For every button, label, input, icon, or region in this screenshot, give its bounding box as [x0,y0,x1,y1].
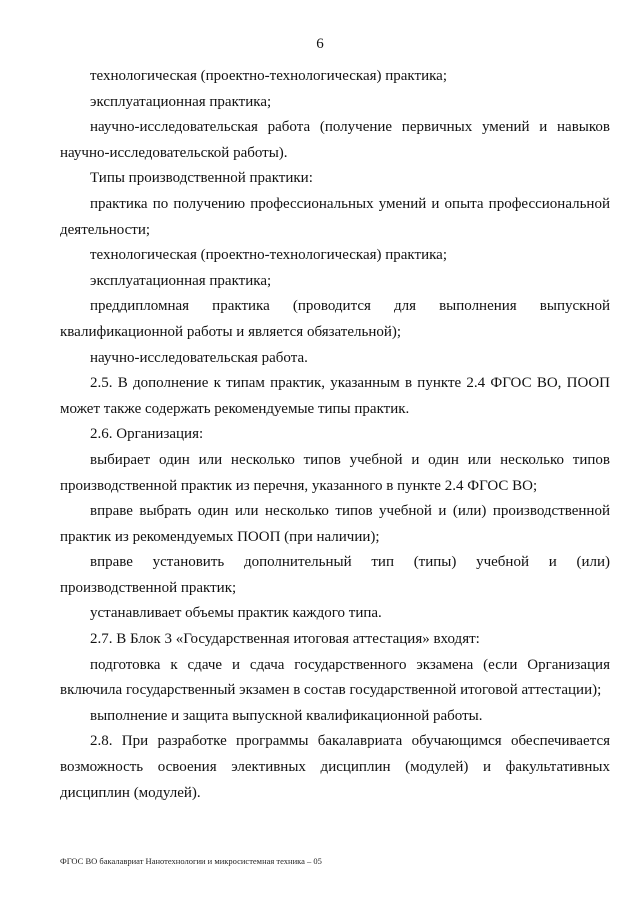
paragraph: 2.5. В дополнение к типам практик, указанным в пункте 2.4 ФГОС ВО, ПООП может также содержать рекомендуемые типы практик. [60,375,610,417]
paragraph: вправе установить дополнительный тип (типы) учебной и (или) производственной практик; [60,554,610,596]
paragraph: выбирает один или несколько типов учебной и один или несколько типов производственной практик из перечня, указанного в пункте 2.4 ФГОС ВО; [60,451,610,494]
page-footer: ФГОС ВО бакалавриат Нанотехнологии и микросистемная техника – 05 [60,856,322,866]
paragraph: технологическая (проектно-технологическая) практика; [90,247,447,264]
paragraph: эксплуатационная практика; [90,272,272,289]
paragraph: 2.6. Организация: [90,426,204,443]
document-body [60,64,610,806]
paragraph: устанавливает объемы практик каждого типа. [90,605,382,622]
paragraph: подготовка к сдаче и сдача государственного экзамена (если Организация включила государственный экзамен в состав государственной итоговой аттестации); [60,656,610,699]
paragraph: технологическая (проектно-технологическая) практика; [90,68,447,84]
paragraph: преддипломная практика (проводится для выполнения выпускной квалификационной работы и является обязательной); [60,298,610,340]
paragraph: научно-исследовательская работа (получение первичных умений и навыков научно-исследовательской работы). [60,119,610,161]
paragraph: практика по получению профессиональных умений и опыта профессиональной деятельности; [60,195,610,238]
paragraph: 2.8. При разработке программы бакалавриата обучающимся обеспечивается возможность освоения элективных дисциплин (модулей) и факультативных дисциплин (модулей). [60,733,610,801]
paragraph: Типы производственной практики: [90,170,313,187]
paragraph: выполнение и защита выпускной квалификационной работы. [90,707,483,724]
paragraph: эксплуатационная практика; [90,93,272,110]
paragraph: 2.7. В Блок 3 «Государственная итоговая аттестация» входят: [90,631,480,648]
paragraph: вправе выбрать один или несколько типов учебной и (или) производственной практик из рекомендуемых ПООП (при наличии); [60,503,610,545]
page-number: 6 [316,36,324,52]
paragraph: научно-исследовательская работа. [90,349,308,366]
